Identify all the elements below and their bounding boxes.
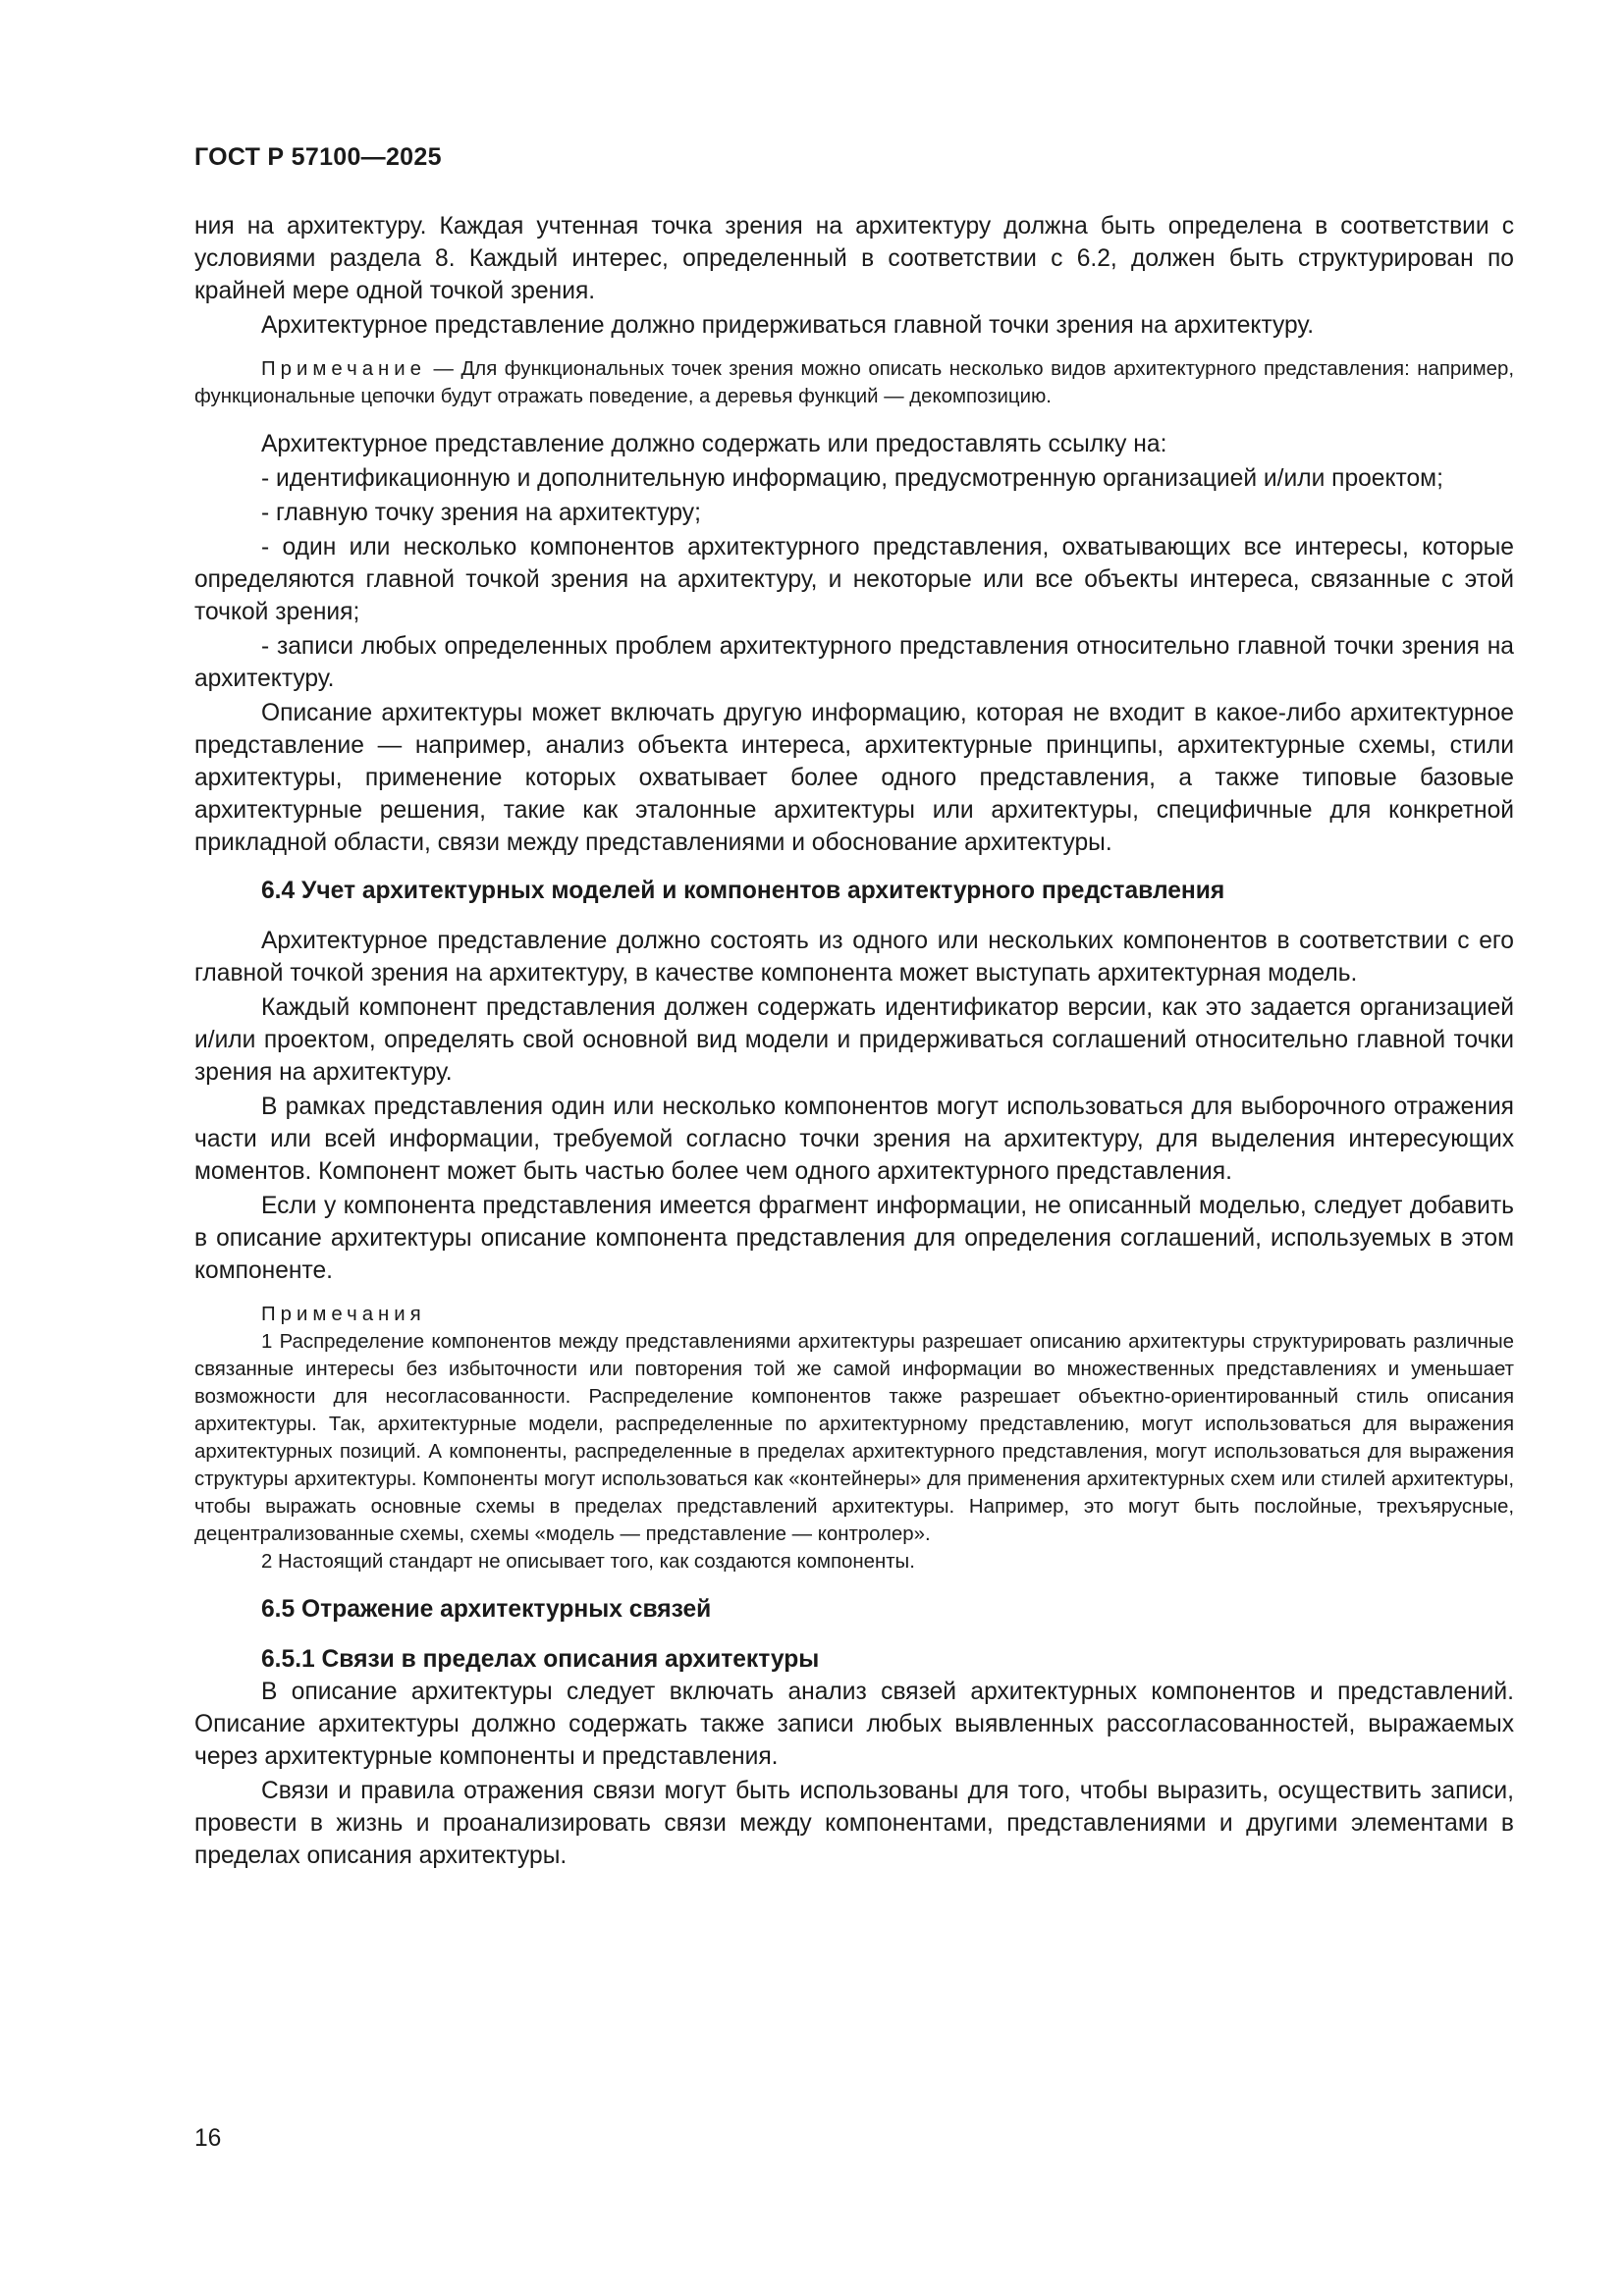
- paragraph: Если у компонента представления имеется фрагмент информации, не описанный моделью, следует добавить в описание архитектуры описание компонента представления для определения соглашений, используемых в этом компоненте.: [194, 1193, 1514, 1284]
- note-block: [194, 355, 1514, 410]
- section-heading-6-5: 6.5 Отражение архитектурных связей: [261, 1596, 712, 1623]
- paragraph: В рамках представления один или несколько компонентов могут использоваться для выборочного отражения части или всей информации, требуемой согласно точки зрения на архитектуру, для выделения интересующих моментов. Компонент может быть частью более чем одного архитектурного представления.: [194, 1094, 1514, 1185]
- note-2: 2 Настоящий стандарт не описывает того, как создаются компоненты.: [261, 1551, 915, 1573]
- list-item: - один или несколько компонентов архитектурного представления, охватывающих все интересы, которые определяются главной точкой зрения на архитектуру, и некоторые или все объекты интереса, связанные с этой точкой зрения;: [194, 534, 1514, 625]
- list-item: - записи любых определенных проблем архитектурного представления относительно главной точки зрения на архитектуру.: [194, 633, 1514, 692]
- document-header: ГОСТ Р 57100—2025: [194, 143, 442, 171]
- paragraph: Архитектурное представление должно придерживаться главной точки зрения на архитектуру.: [261, 312, 1315, 339]
- note: [194, 355, 1514, 410]
- notes-block: [194, 1301, 1514, 1575]
- paragraph-continuation: ния на архитектуру. Каждая учтенная точка зрения на архитектуру должна быть определена в соответствии с условиями раздела 8. Каждый интерес, определенный в соответствии с 6.2, должен быть структурирован по крайней мере одной точкой зрения.: [194, 213, 1514, 304]
- subsection-heading-6-5-1: 6.5.1 Связи в пределах описания архитектуры: [261, 1646, 820, 1673]
- list-item: - идентификационную и дополнительную информацию, предусмотренную организацией и/или проектом;: [261, 465, 1443, 492]
- page-number: 16: [194, 2125, 222, 2152]
- paragraph: Описание архитектуры может включать другую информацию, которая не входит в какое-либо архитектурное представление — например, анализ объекта интереса, архитектурные принципы, архитектурные схемы, стили архитектуры, применение которых охватывает более одного представления, а также типовые базовые архитектурные решения, такие как эталонные архитектуры или архитектуры, специфичные для конкретной прикладной области, связи между представлениями и обоснование архитектуры.: [194, 700, 1514, 856]
- note-1: 1 Распределение компонентов между представлениями архитектуры разрешает описанию архитектуры структурировать различные связанные интересы без избыточности или повторения той же самой информации во множественных представлениях и уменьшает возможности для несогласованности. Распределение компонентов также разрешает объектно-ориентированный стиль описания архитектуры. Так, архитектурные модели, распределенные по архитектурному представлению, могут использоваться для выражения архитектурных позиций. А компоненты, распределенные в пределах архитектурного представления, могут использоваться для выражения структуры архитектуры. Компоненты могут использоваться как «контейнеры» для применения архитектурных схем или стилей архитектуры, чтобы выражать основные схемы в пределах представлений архитектуры. Например, это могут быть послойные, трехъярусные, децентрализованные схемы, схемы «модель — представление — контролер».: [194, 1331, 1514, 1545]
- paragraph: Связи и правила отражения связи могут быть использованы для того, чтобы выразить, осуществить записи, провести в жизнь и проанализировать связи между компонентами, представлениями и другими элементами в пределах описания архитектуры.: [194, 1778, 1514, 1869]
- paragraph: Архитектурное представление должно содержать или предоставлять ссылку на:: [261, 431, 1167, 457]
- document-page: [194, 137, 1514, 1874]
- list-item: - главную точку зрения на архитектуру;: [261, 500, 701, 526]
- section-heading-6-4: 6.4 Учет архитектурных моделей и компонентов архитектурного представления: [261, 878, 1225, 904]
- note-label: Примечание: [261, 358, 427, 380]
- paragraph: Архитектурное представление должно состоять из одного или нескольких компонентов в соответствии с его главной точкой зрения на архитектуру, в качестве компонента может выступать архитектурная модель.: [194, 928, 1514, 987]
- paragraph: В описание архитектуры следует включать анализ связей архитектурных компонентов и представлений. Описание архитектуры должно содержать также записи любых выявленных рассогласованностей, выражаемых через архитектурные компоненты и представления.: [194, 1679, 1514, 1770]
- note-text: — Для функциональных точек зрения можно описать несколько видов архитектурного представления: например, функциональные цепочки будут отражать поведение, а деревья функций — декомпозицию.: [194, 358, 1514, 407]
- notes-label: Примечания: [261, 1304, 426, 1325]
- paragraph: Каждый компонент представления должен содержать идентификатор версии, как это задается организацией и/или проектом, определять свой основной вид модели и придерживаться соглашений относительно главной точки зрения на архитектуру.: [194, 994, 1514, 1086]
